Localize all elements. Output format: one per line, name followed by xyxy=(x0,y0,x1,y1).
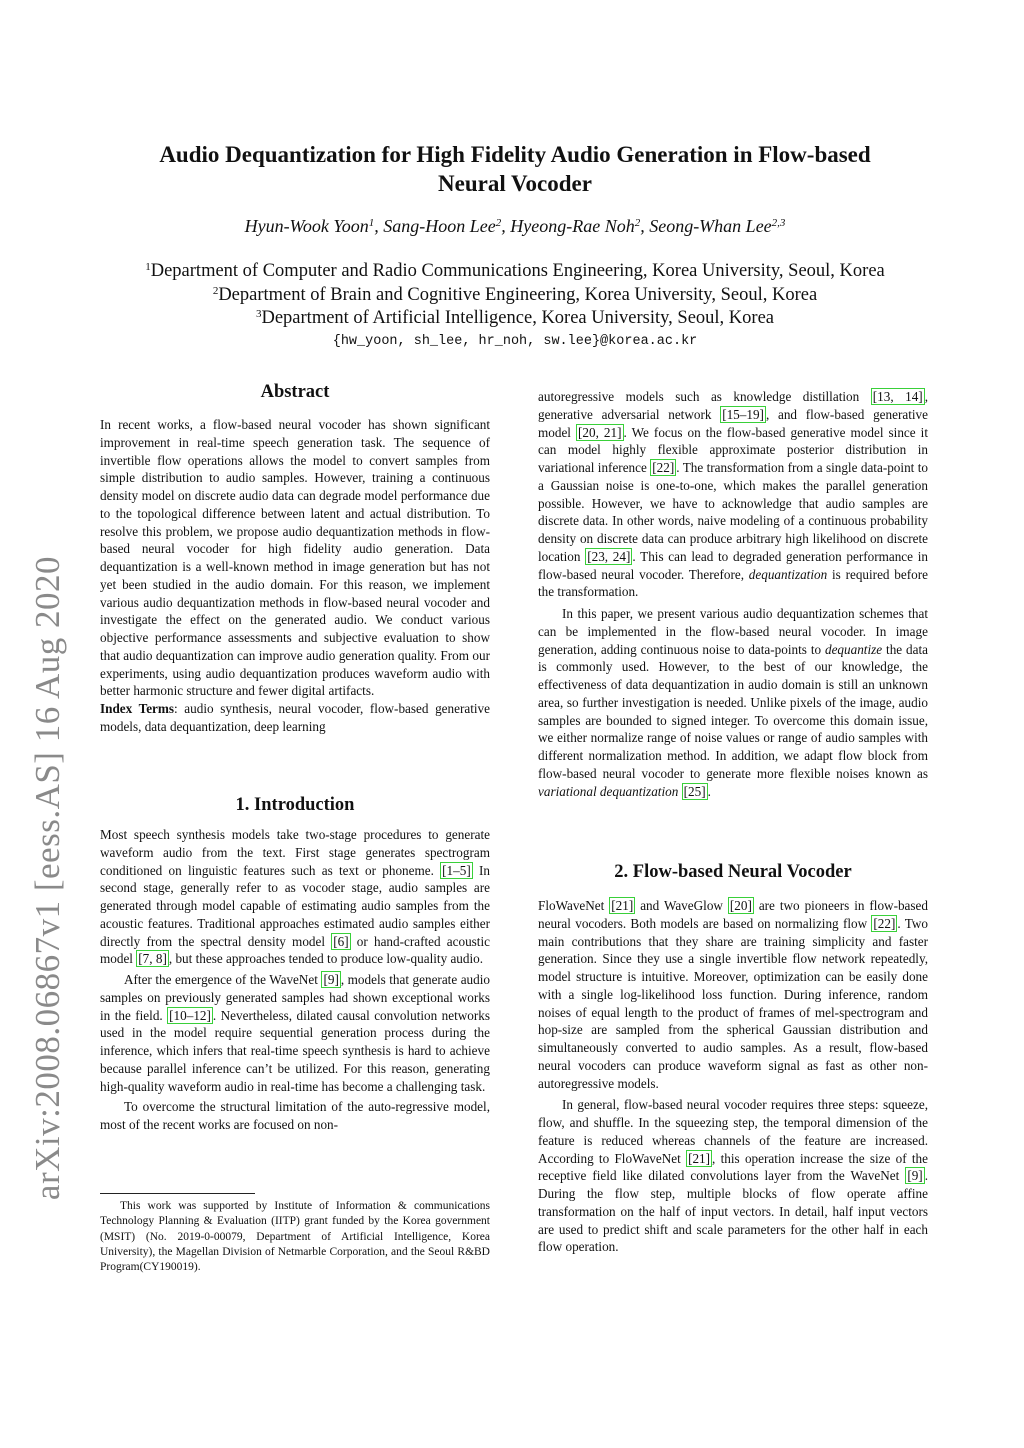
citation-link[interactable]: [22] xyxy=(652,460,675,475)
footnote-rule xyxy=(100,1193,255,1194)
citation-link[interactable]: [20, 21] xyxy=(578,424,622,440)
intro-paragraph-5 xyxy=(538,605,928,800)
introduction-section xyxy=(100,826,490,1134)
flow-paragraph-1 xyxy=(538,897,928,1092)
title-line-1: Audio Dequantization for High Fidelity Audio Generation in Flow-based xyxy=(159,142,871,167)
citation-link[interactable]: [10–12] xyxy=(169,1007,211,1023)
author-name: Seong-Whan Lee xyxy=(649,216,772,236)
text-run: . xyxy=(707,783,711,799)
text-run: . The transformation from a single data-point to a Gaussian noise is one-to-one, which makes the parallel generation possible. However, we have to acknowledge that audio samples are discrete data. In other words, naive modeling of a continuous probability density on discrete data can produce arbitrary high likelihood on discrete location xyxy=(538,460,928,564)
text-run: Most speech synthesis models take two-stage procedures to generate waveform audio from the text. First stage generates spectrogram conditioned on linguistic features such as text or phoneme. xyxy=(100,827,490,878)
intro-paragraph-2 xyxy=(100,971,490,1095)
flow-paragraph-2 xyxy=(538,1096,928,1256)
introduction-heading: 1. Introduction xyxy=(235,795,355,815)
index-terms xyxy=(100,700,490,736)
text-run: the data is commonly used. However, to the best of our knowledge, the effectiveness of data dequantization in audio domain is still an unknown area, so further investigation is needed. Unlike pixels of the image, audio samples are bounded to signed integer. To overcome this domain issue, we either normalize range of noise values or range of audio samples with different normalization method. In addition, we adapt flow block from flow-based neural vocoder to generate more flexible noises known as xyxy=(538,641,929,781)
text-run: In general, flow-based neural vocoder requires three steps: squeeze, flow, and shuffle. In the squeezing step, the temporal dimension of the feature is reduced whereas channels of the feature are increased. According to FloWaveNet xyxy=(538,1097,928,1166)
author-emails: {hw_yoon, sh_lee, hr_noh, sw.lee}@korea.ac.kr xyxy=(332,334,698,349)
intro-paragraph-4 xyxy=(538,388,928,601)
emphasis: dequantization xyxy=(748,566,828,582)
intro-paragraph-3: To overcome the structural limitation of the auto-regressive model, most of the recent works are focused on non- xyxy=(100,1099,490,1132)
author-name: Sang-Hoon Lee xyxy=(383,216,496,236)
text-run: In this paper, we present various audio dequantization schemes that can be implemented in the flow-based neural vocoder. In image generation, adding continuous noise to data-points to xyxy=(538,606,928,657)
citation-link[interactable]: [21] xyxy=(611,898,634,913)
author-affiliation-mark: 1 xyxy=(368,217,375,229)
author-name: Hyun-Wook Yoon xyxy=(244,216,369,236)
text-run: , generative adversarial network xyxy=(538,389,928,422)
affiliation-mark: 1 xyxy=(145,261,151,273)
citation-link[interactable]: [15–19] xyxy=(722,406,764,422)
text-run: , and flow-based generative model xyxy=(538,406,928,440)
flow-vocoder-section xyxy=(538,897,928,1256)
emphasis: variational dequantization xyxy=(538,783,679,799)
index-terms-label: Index Terms xyxy=(100,701,175,716)
paper-title xyxy=(100,140,930,198)
text-run: autoregressive models such as knowledge distillation xyxy=(538,389,871,404)
text-run: , this operation increase the size of the receptive field like dilated convolutions layer from the WaveNet xyxy=(538,1150,928,1184)
citation-link[interactable]: [25] xyxy=(683,783,706,799)
abstract-heading: Abstract xyxy=(260,382,330,402)
abstract-body: In recent works, a flow-based neural vocoder has shown significant improvement in real-time speech generation task. The sequence of invertible flow operations allows the model to convert samples from simple distribution to audio samples. However, training a continuous density model on discrete audio data can degrade model performance due to the topological difference between latent and actual distribution. To resolve this problem, we propose audio dequantization methods in flow-based neural vocoder for high fidelity audio generation. Data dequantization is a well-known method in image generation but has not yet been studied in the audio domain. For this reason, we implement various audio dequantization methods in flow-based neural vocoder and investigate the effect on the generated audio. We conduct various objective performance assessments and subjective evaluation to show that audio dequantization can improve audio generation quality. From our experiments, using audio dequantization produces waveform audio with better harmonic structure and fewer digital artifacts. xyxy=(100,417,490,699)
citation-link[interactable]: [20] xyxy=(729,898,752,913)
affiliation-text: Department of Artificial Intelligence, Korea University, Seoul, Korea xyxy=(261,308,774,328)
author-separator: , xyxy=(501,216,511,236)
emphasis: dequantize xyxy=(824,641,883,657)
affiliation-text: Department of Computer and Radio Communications Engineering, Korea University, Seoul, Korea xyxy=(150,261,885,281)
affiliation-1 xyxy=(90,260,940,283)
text-run: and WaveGlow xyxy=(635,898,728,913)
title-line-2: Neural Vocoder xyxy=(438,171,592,196)
text-run: . Nevertheless, dilated causal convolution networks used in the model require sequential generation process during the inference, which infers that real-time speech synthesis is hard to achieve because parallel inference can’t be utilized. For this reason, generating high-quality waveform audio in real-time has become a challenging task. xyxy=(100,1007,490,1094)
citation-link[interactable]: [9] xyxy=(323,972,339,987)
author-list xyxy=(100,216,930,237)
affiliation-mark: 2 xyxy=(212,285,219,297)
funding-footnote: This work was supported by Institute of Information & communications Technology Planning & Evaluation (IITP) grant funded by the Korea government (MSIT) (No. 2019-0-00079, Department of Artificial Intelligence, Korea University), the Magellan Division of Netmarble Corporation, and the Seoul R&BD Program(CY190019). xyxy=(100,1200,490,1274)
citation-link[interactable]: [7, 8] xyxy=(138,951,167,967)
author-affiliation-mark: 2 xyxy=(495,217,502,229)
affiliation-2 xyxy=(90,284,940,307)
right-column-intro xyxy=(538,388,928,800)
text-run: In second stage, generally refer to as vocoder stage, audio samples are generated through model capable of estimating audio samples from the acoustic features. Traditional approaches estimated audio samples either directly from the spectral density model xyxy=(100,862,490,949)
text-run: , but these approaches tended to produce low-quality audio. xyxy=(168,951,484,967)
author-affiliation-mark: 2,3 xyxy=(771,217,786,229)
author-name: Hyeong-Rae Noh xyxy=(510,216,635,236)
affiliation-text: Department of Brain and Cognitive Engineering, Korea University, Seoul, Korea xyxy=(218,285,818,305)
author-separator: , xyxy=(640,216,650,236)
index-terms-text: : audio synthesis, neural vocoder, flow-based generative models, data dequantization, deep learning xyxy=(100,701,490,734)
text-run: or hand-crafted acoustic model xyxy=(100,933,490,967)
text-run: After the emergence of the WaveNet xyxy=(124,972,322,987)
arxiv-identifier: arXiv:2008.06867v1 [eess.AS] 16 Aug 2020 xyxy=(28,555,67,1201)
affiliation-3 xyxy=(90,307,940,330)
text-run: , models that generate audio samples on previously generated samples had shown exceptional works in the field. xyxy=(100,972,491,1023)
abstract-section xyxy=(100,416,490,736)
author-separator: , xyxy=(374,216,384,236)
citation-link[interactable]: [23, 24] xyxy=(587,548,631,564)
text-run: . This can lead to degraded generation performance in flow-based neural vocoder. Therefore, xyxy=(538,548,928,582)
author-affiliation-mark: 2 xyxy=(634,217,641,229)
citation-link[interactable]: [6] xyxy=(333,933,349,949)
text-run: . Two main contributions that they share are training simplicity and faster generation. Since they use a single invertible flow network repeatedly, model structure is intuitive. Moreover, optimization can be easily done with a single log-likelihood loss function. During inference, random noises of equal length to the product of frames of mel-spectrogram and hop-size are sampled from the spherical Gaussian distribution and simultaneously converted to audio samples. As a result, flow-based neural vocoders can produce waveform signal as fast as other non-autoregressive models. xyxy=(538,915,928,1091)
text-run: FloWaveNet xyxy=(538,898,610,913)
citation-link[interactable]: [22] xyxy=(873,915,896,931)
text-run: . We focus on the flow-based generative model since it can model highly flexible approximate posterior distribution in variational inference xyxy=(538,424,928,475)
arxiv-sidebar xyxy=(28,433,68,1323)
citation-link[interactable]: [9] xyxy=(907,1168,923,1184)
intro-paragraph-1 xyxy=(100,826,490,968)
citation-link[interactable]: [13, 14] xyxy=(872,389,923,404)
citation-link[interactable]: [1–5] xyxy=(442,862,471,878)
text-run: are two pioneers in flow-based neural vocoders. Both models are based on normalizing flow xyxy=(538,898,928,931)
flow-vocoder-heading: 2. Flow-based Neural Vocoder xyxy=(614,862,852,882)
affiliation-mark: 3 xyxy=(255,308,262,320)
text-run: is required before the transformation. xyxy=(538,566,928,600)
text-run: . During the flow step, multiple blocks of flow operate affine transformation on the half of input vectors. In detail, half input vectors are used to predict shift and scale parameters for the other half in each flow operation. xyxy=(538,1168,928,1255)
citation-link[interactable]: [21] xyxy=(688,1150,711,1166)
